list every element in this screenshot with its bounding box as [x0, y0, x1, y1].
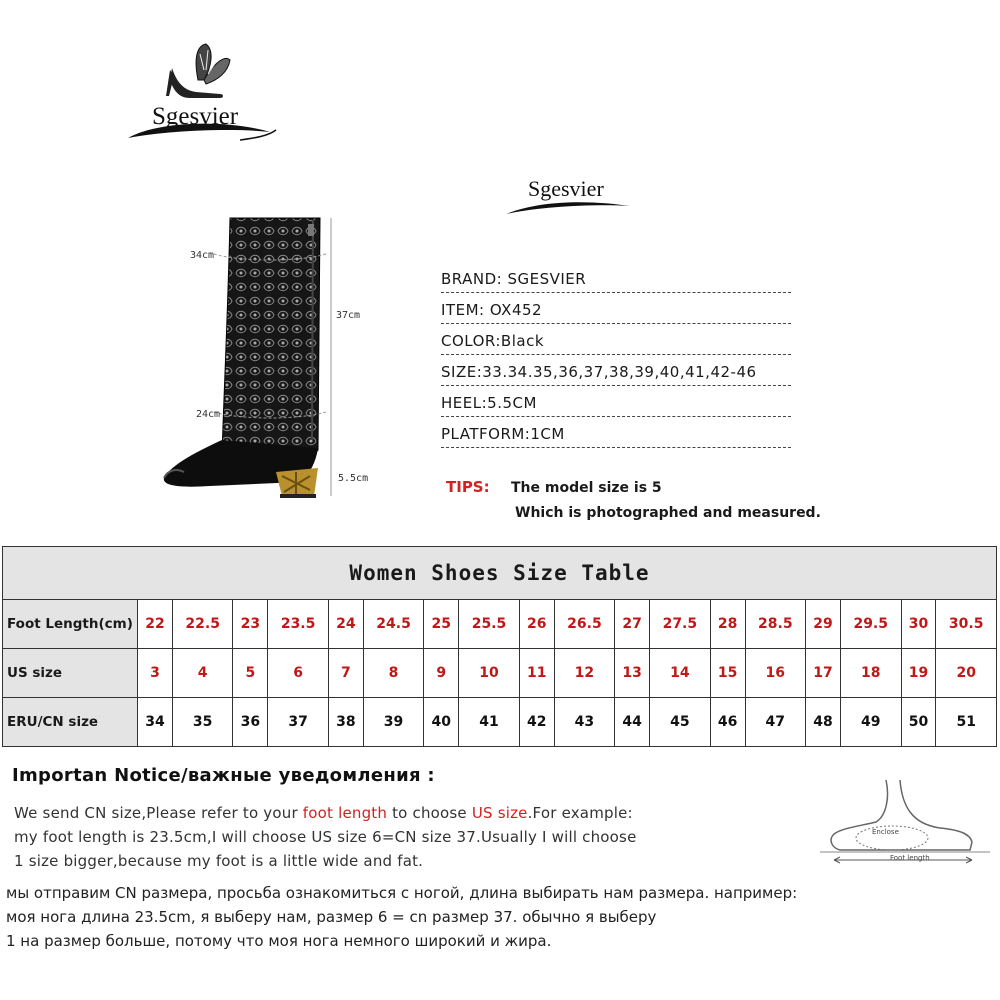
size-cell: 47: [745, 698, 806, 747]
size-cell: 20: [936, 649, 997, 698]
notice-en-line-1: [14, 804, 633, 822]
notice-en-text-a: We send CN size,Please refer to your: [14, 804, 303, 822]
notice-ru-line-1: мы отправим CN размера, просьба ознакомиться с ногой, длина выбирать нам размера. например:: [6, 884, 798, 902]
notice-ru-line-3: 1 на размер больше, потому что моя нога немного широкий и жира.: [6, 932, 552, 950]
size-cell: 30: [901, 600, 936, 649]
size-cell: 25: [424, 600, 459, 649]
size-cell: 7: [328, 649, 363, 698]
heel-measurement: 5.5cm: [338, 473, 369, 484]
size-cell: 3: [138, 649, 173, 698]
size-cell: 40: [424, 698, 459, 747]
size-cell: 15: [710, 649, 745, 698]
size-cell: 10: [459, 649, 520, 698]
size-cell: 50: [901, 698, 936, 747]
size-cell: 38: [328, 698, 363, 747]
notice-en-text-b: to choose: [387, 804, 472, 822]
size-cell: 36: [233, 698, 268, 747]
size-cell: 45: [650, 698, 711, 747]
notice-en-text-c: .For example:: [527, 804, 633, 822]
size-cell: 19: [901, 649, 936, 698]
size-cell: 29.5: [840, 600, 901, 649]
size-cell: 22.5: [172, 600, 233, 649]
size-cell: 28: [710, 600, 745, 649]
size-cell: 11: [519, 649, 554, 698]
size-cell: 48: [806, 698, 841, 747]
size-cell: 39: [363, 698, 424, 747]
size-cell: 25.5: [459, 600, 520, 649]
size-table-title: Women Shoes Size Table: [3, 547, 997, 600]
foot-enclose-label: Enclose: [872, 828, 899, 836]
size-cell: 22: [138, 600, 173, 649]
size-cell: 27: [615, 600, 650, 649]
brand-logo-small: [500, 170, 640, 220]
notice-title: Importan Notice/важные уведомления :: [12, 765, 435, 786]
size-cell: 24.5: [363, 600, 424, 649]
size-cell: 29: [806, 600, 841, 649]
size-cell: 13: [615, 649, 650, 698]
spec-brand: BRAND: SGESVIER: [441, 266, 791, 293]
size-cell: 4: [172, 649, 233, 698]
boot-illustration: [150, 210, 390, 500]
size-row-label: US size: [3, 649, 138, 698]
spec-color: COLOR:Black: [441, 328, 791, 355]
size-cell: 14: [650, 649, 711, 698]
spec-item: ITEM: OX452: [441, 297, 791, 324]
size-cell: 49: [840, 698, 901, 747]
size-cell: 5: [233, 649, 268, 698]
tips-line-2: Which is photographed and measured.: [515, 505, 821, 521]
spec-platform: PLATFORM:1CM: [441, 421, 791, 448]
size-cell: 28.5: [745, 600, 806, 649]
brand-logo-top: [120, 40, 290, 160]
foot-length-label: Foot length: [890, 854, 930, 862]
size-cell: 12: [554, 649, 615, 698]
brand-logo-text-small: Sgesvier: [528, 176, 604, 201]
size-row-label: ERU/CN size: [3, 698, 138, 747]
size-row-eu-cn: [3, 698, 997, 747]
size-row-us: [3, 649, 997, 698]
notice-us-size-highlight: US size: [471, 804, 528, 822]
notice-foot-length-highlight: foot length: [302, 804, 388, 822]
height-measurement: 37cm: [336, 310, 361, 321]
size-cell: 8: [363, 649, 424, 698]
size-cell: 35: [172, 698, 233, 747]
tips-label: TIPS:: [446, 478, 490, 496]
brand-logo-text: Sgesvier: [152, 103, 239, 130]
size-cell: 42: [519, 698, 554, 747]
tips-line-1: The model size is 5: [511, 480, 662, 496]
size-row-foot-length: [3, 600, 997, 649]
spec-size: SIZE:33.34.35,36,37,38,39,40,41,42-46: [441, 359, 791, 386]
size-cell: 30.5: [936, 600, 997, 649]
calf-measurement: 24cm: [196, 409, 221, 420]
size-cell: 18: [840, 649, 901, 698]
notice-en-line-3: 1 size bigger,because my foot is a little wide and fat.: [14, 852, 424, 870]
size-table-title-row: [3, 547, 997, 600]
opening-measurement: 34cm: [190, 250, 215, 261]
size-cell: 46: [710, 698, 745, 747]
size-cell: 23.5: [268, 600, 329, 649]
notice-ru-line-2: моя нога длина 23.5cm, я выберу нам, размер 6 = cn размер 37. обычно я выберу: [6, 908, 657, 926]
butterfly-shoe-icon: [120, 40, 290, 160]
boot-product-image: [150, 210, 390, 500]
size-cell: 6: [268, 649, 329, 698]
size-cell: 23: [233, 600, 268, 649]
size-cell: 16: [745, 649, 806, 698]
spec-heel: HEEL:5.5CM: [441, 390, 791, 417]
size-cell: 51: [936, 698, 997, 747]
size-cell: 26: [519, 600, 554, 649]
size-cell: 17: [806, 649, 841, 698]
size-cell: 41: [459, 698, 520, 747]
size-cell: 24: [328, 600, 363, 649]
size-cell: 44: [615, 698, 650, 747]
size-cell: 27.5: [650, 600, 711, 649]
notice-en-line-2: my foot length is 23.5cm,I will choose US size 6=CN size 37.Usually I will choose: [14, 828, 637, 846]
foot-measure-diagram: [820, 776, 990, 876]
size-cell: 34: [138, 698, 173, 747]
size-table: [2, 546, 997, 747]
size-cell: 9: [424, 649, 459, 698]
size-cell: 37: [268, 698, 329, 747]
size-cell: 26.5: [554, 600, 615, 649]
size-row-label: Foot Length(cm): [3, 600, 138, 649]
size-cell: 43: [554, 698, 615, 747]
